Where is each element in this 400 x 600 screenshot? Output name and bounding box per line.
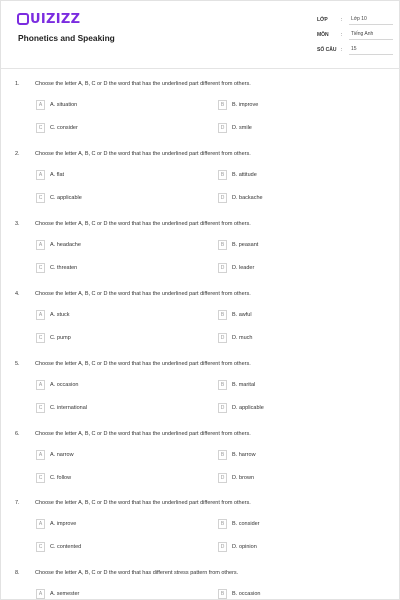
option-text: B. awful (232, 312, 252, 318)
option-letter-box: C (36, 123, 45, 133)
option-text: D. smile (232, 125, 252, 131)
answer-option[interactable] (36, 449, 74, 461)
option-letter-box: C (36, 333, 45, 343)
option-text: C. pump (50, 335, 71, 341)
option-text: C. international (50, 405, 87, 411)
answer-option[interactable] (218, 402, 264, 414)
answer-option[interactable] (36, 472, 71, 484)
answer-option[interactable] (36, 402, 87, 414)
option-text: B. harrow (232, 452, 256, 458)
answer-option[interactable] (36, 541, 81, 553)
question-block (1, 361, 400, 431)
answer-option[interactable] (218, 239, 258, 251)
answer-option[interactable] (218, 541, 257, 553)
option-text: D. leader (232, 265, 255, 271)
question-text: Choose the letter A, B, C or D the word that has the underlined part different from others. (35, 151, 251, 157)
option-letter-box: A (36, 170, 45, 180)
option-letter-box: D (218, 542, 227, 552)
option-letter-box: A (36, 100, 45, 110)
option-letter-box: C (36, 193, 45, 203)
question-number: 5. (15, 361, 20, 367)
answer-option[interactable] (218, 449, 256, 461)
option-letter-box: D (218, 193, 227, 203)
option-letter-box: A (36, 310, 45, 320)
class-value: Lớp 10 (349, 14, 393, 25)
option-text: D. much (232, 335, 253, 341)
option-text: B. consider (232, 521, 260, 527)
option-letter-box: A (36, 519, 45, 529)
question-text: Choose the letter A, B, C or D the word that has different stress pattern from others. (35, 570, 239, 576)
answer-option[interactable] (218, 379, 255, 391)
question-text: Choose the letter A, B, C or D the word that has the underlined part different from others. (35, 431, 251, 437)
question-text: Choose the letter A, B, C or D the word that has the underlined part different from others. (35, 221, 251, 227)
question-block (1, 81, 400, 151)
question-number: 7. (15, 500, 20, 506)
worksheet-meta (317, 12, 393, 57)
answer-option[interactable] (218, 122, 252, 134)
option-text: D. applicable (232, 405, 264, 411)
answer-option[interactable] (36, 169, 64, 181)
option-text: C. consider (50, 125, 78, 131)
logo-text: UIZIZZ (30, 12, 81, 27)
option-letter-box: B (218, 170, 227, 180)
answer-option[interactable] (36, 332, 71, 344)
meta-row-subject (317, 27, 393, 42)
option-text: C. threaten (50, 265, 78, 271)
option-letter-box: B (218, 589, 227, 599)
meta-row-count (317, 42, 393, 57)
option-letter-box: D (218, 473, 227, 483)
question-number: 8. (15, 570, 20, 576)
option-letter-box: C (36, 403, 45, 413)
question-number: 4. (15, 291, 20, 297)
option-text: B. attitude (232, 172, 257, 178)
quizizz-logo (17, 12, 80, 27)
count-label: SỐ CÂU (317, 46, 337, 53)
question-block (1, 570, 400, 600)
answer-option[interactable] (36, 122, 78, 134)
option-text: D. backache (232, 195, 263, 201)
answer-option[interactable] (218, 99, 258, 111)
option-letter-box: B (218, 310, 227, 320)
option-letter-box: B (218, 519, 227, 529)
option-letter-box: D (218, 123, 227, 133)
question-number: 6. (15, 431, 20, 437)
question-block (1, 291, 400, 361)
answer-option[interactable] (36, 192, 82, 204)
answer-option[interactable] (218, 472, 254, 484)
option-text: A. occasion (50, 382, 79, 388)
option-letter-box: A (36, 240, 45, 250)
answer-option[interactable] (36, 379, 78, 391)
option-letter-box: B (218, 240, 227, 250)
answer-option[interactable] (36, 239, 81, 251)
page-title: Phonetics and Speaking (18, 33, 115, 43)
option-letter-box: A (36, 450, 45, 460)
answer-option[interactable] (218, 332, 252, 344)
answer-option[interactable] (36, 309, 70, 321)
option-letter-box: D (218, 333, 227, 343)
option-text: C. contented (50, 544, 82, 550)
meta-row-class (317, 12, 393, 27)
option-text: A. improve (50, 521, 77, 527)
question-text: Choose the letter A, B, C or D the word that has the underlined part different from others. (35, 291, 251, 297)
answer-option[interactable] (36, 518, 76, 530)
option-text: A. flat (50, 172, 65, 178)
option-letter-box: C (36, 263, 45, 273)
option-letter-box: B (218, 450, 227, 460)
option-letter-box: D (218, 263, 227, 273)
subject-label: MÔN (317, 31, 329, 38)
option-text: A. headache (50, 242, 81, 248)
answer-option[interactable] (36, 99, 77, 111)
question-block (1, 151, 400, 221)
question-block (1, 431, 400, 501)
option-text: B. marital (232, 382, 256, 388)
question-number: 3. (15, 221, 20, 227)
option-text: B. improve (232, 102, 259, 108)
answer-option[interactable] (36, 262, 77, 274)
option-letter-box: D (218, 403, 227, 413)
answer-option[interactable] (218, 518, 260, 530)
option-text: A. situation (50, 102, 78, 108)
option-letter-box: B (218, 100, 227, 110)
option-text: B. occasion (232, 591, 261, 597)
option-letter-box: A (36, 589, 45, 599)
subject-value: Tiếng Anh (349, 29, 393, 40)
option-text: B. peasant (232, 242, 259, 248)
count-value: 15 (349, 44, 393, 55)
answer-option[interactable] (218, 309, 252, 321)
question-block (1, 500, 400, 570)
option-letter-box: B (218, 380, 227, 390)
worksheet-header (1, 1, 400, 69)
option-text: A. narrow (50, 452, 74, 458)
question-block (1, 221, 400, 291)
option-text: A. semester (50, 591, 80, 597)
question-text: Choose the letter A, B, C or D the word that has the underlined part different from others. (35, 81, 251, 87)
class-label: LỚP (317, 16, 328, 23)
question-number: 2. (15, 151, 20, 157)
logo-mark-icon (17, 13, 29, 25)
option-text: D. brown (232, 475, 255, 481)
option-text: A. stuck (50, 312, 70, 318)
option-letter-box: A (36, 380, 45, 390)
question-text: Choose the letter A, B, C or D the word that has the underlined part different from others. (35, 361, 251, 367)
option-letter-box: C (36, 473, 45, 483)
answer-option[interactable] (36, 588, 79, 600)
option-text: D. opinion (232, 544, 257, 550)
option-text: C. follow (50, 475, 72, 481)
question-text: Choose the letter A, B, C or D the word that has the underlined part different from others. (35, 500, 251, 506)
colon: : (341, 16, 343, 23)
answer-option[interactable] (218, 262, 254, 274)
option-text: C. applicable (50, 195, 82, 201)
question-number: 1. (15, 81, 20, 87)
option-letter-box: C (36, 542, 45, 552)
answer-option[interactable] (218, 169, 257, 181)
colon: : (341, 31, 343, 38)
colon: : (341, 46, 343, 53)
answer-option[interactable] (218, 588, 260, 600)
answer-option[interactable] (218, 192, 263, 204)
